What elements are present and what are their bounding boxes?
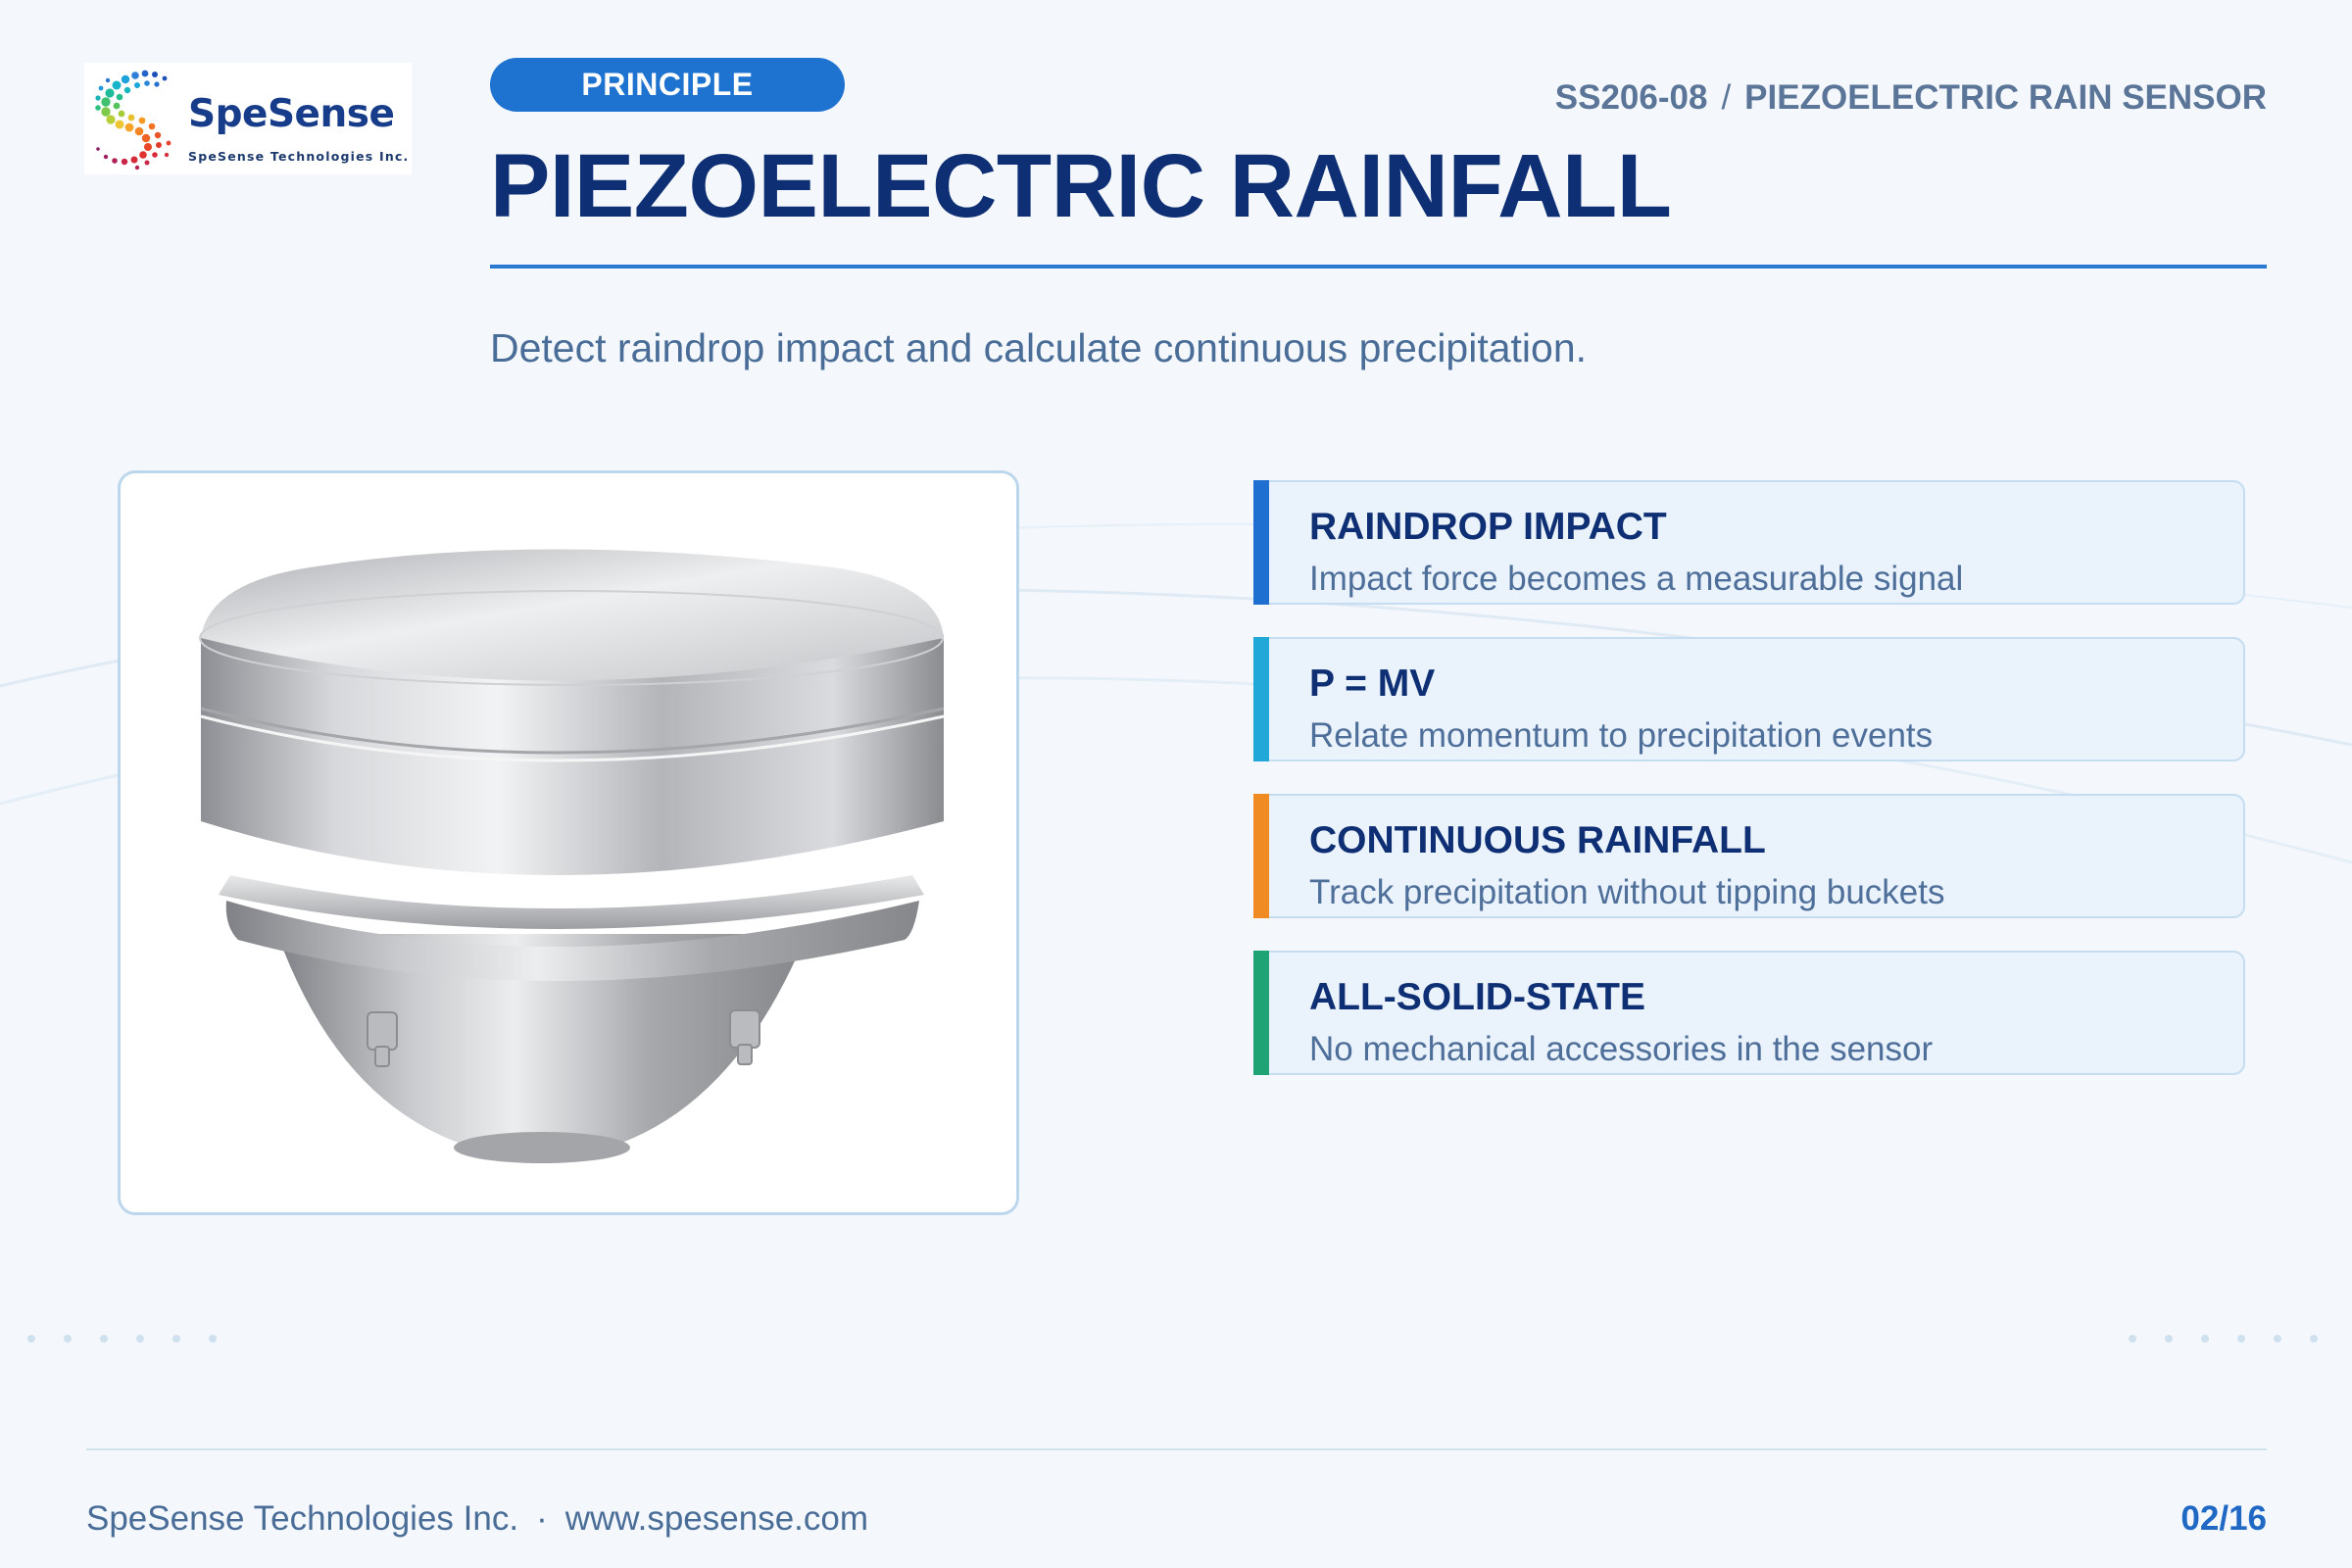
rain-sensor-product-image (121, 473, 1019, 1215)
breadcrumb-separator: / (1721, 78, 1732, 117)
feature-accent-bar (1253, 951, 1269, 1075)
breadcrumb (1555, 78, 2267, 118)
page-title: PIEZOELECTRIC RAINFALL (490, 136, 1672, 236)
feature-title: CONTINUOUS RAINFALL (1309, 819, 1766, 861)
feature-title: P = MV (1309, 662, 1436, 705)
footer-divider (86, 1448, 2267, 1450)
feature-title: ALL-SOLID-STATE (1309, 976, 1646, 1018)
feature-card-raindrop-impact (1253, 480, 2245, 605)
brand-logo[interactable] (84, 63, 412, 174)
feature-accent-bar (1253, 794, 1269, 918)
footer-company: SpeSense Technologies Inc. (86, 1499, 519, 1538)
feature-description: Impact force becomes a measurable signal (1309, 560, 1964, 598)
page-subtitle: Detect raindrop impact and calculate continuous precipitation. (490, 325, 1588, 370)
decorative-dots-left (27, 1335, 217, 1343)
feature-card-solid-state (1253, 951, 2245, 1075)
footer-info (86, 1499, 868, 1539)
spesense-logo-icon (86, 65, 194, 172)
page-total: 16 (2229, 1499, 2267, 1538)
page-number: 02/16 (2180, 1499, 2267, 1538)
footer-website-link[interactable]: www.spesense.com (564, 1499, 869, 1538)
feature-description: No mechanical accessories in the sensor (1309, 1030, 1934, 1068)
feature-card-momentum (1253, 637, 2245, 761)
feature-accent-bar (1253, 480, 1269, 605)
brand-name: SpeSense (188, 92, 395, 136)
product-name: PIEZOELECTRIC RAIN SENSOR (1744, 78, 2267, 117)
product-image-frame (118, 470, 1019, 1215)
feature-list (1253, 480, 2245, 1107)
feature-accent-bar (1253, 637, 1269, 761)
product-code: SS206-08 (1554, 78, 1708, 117)
footer-separator: · (536, 1499, 548, 1538)
feature-description: Relate momentum to precipitation events (1309, 716, 1934, 755)
brand-tagline: SpeSense Technologies Inc. (188, 149, 410, 164)
feature-description: Track precipitation without tipping buckets (1309, 873, 1945, 911)
decorative-dots-right (2129, 1335, 2318, 1343)
feature-card-continuous-rainfall (1253, 794, 2245, 918)
page-current: 02 (2180, 1499, 2220, 1538)
section-badge: PRINCIPLE (490, 58, 845, 112)
feature-title: RAINDROP IMPACT (1309, 506, 1667, 548)
title-divider (490, 265, 2267, 269)
